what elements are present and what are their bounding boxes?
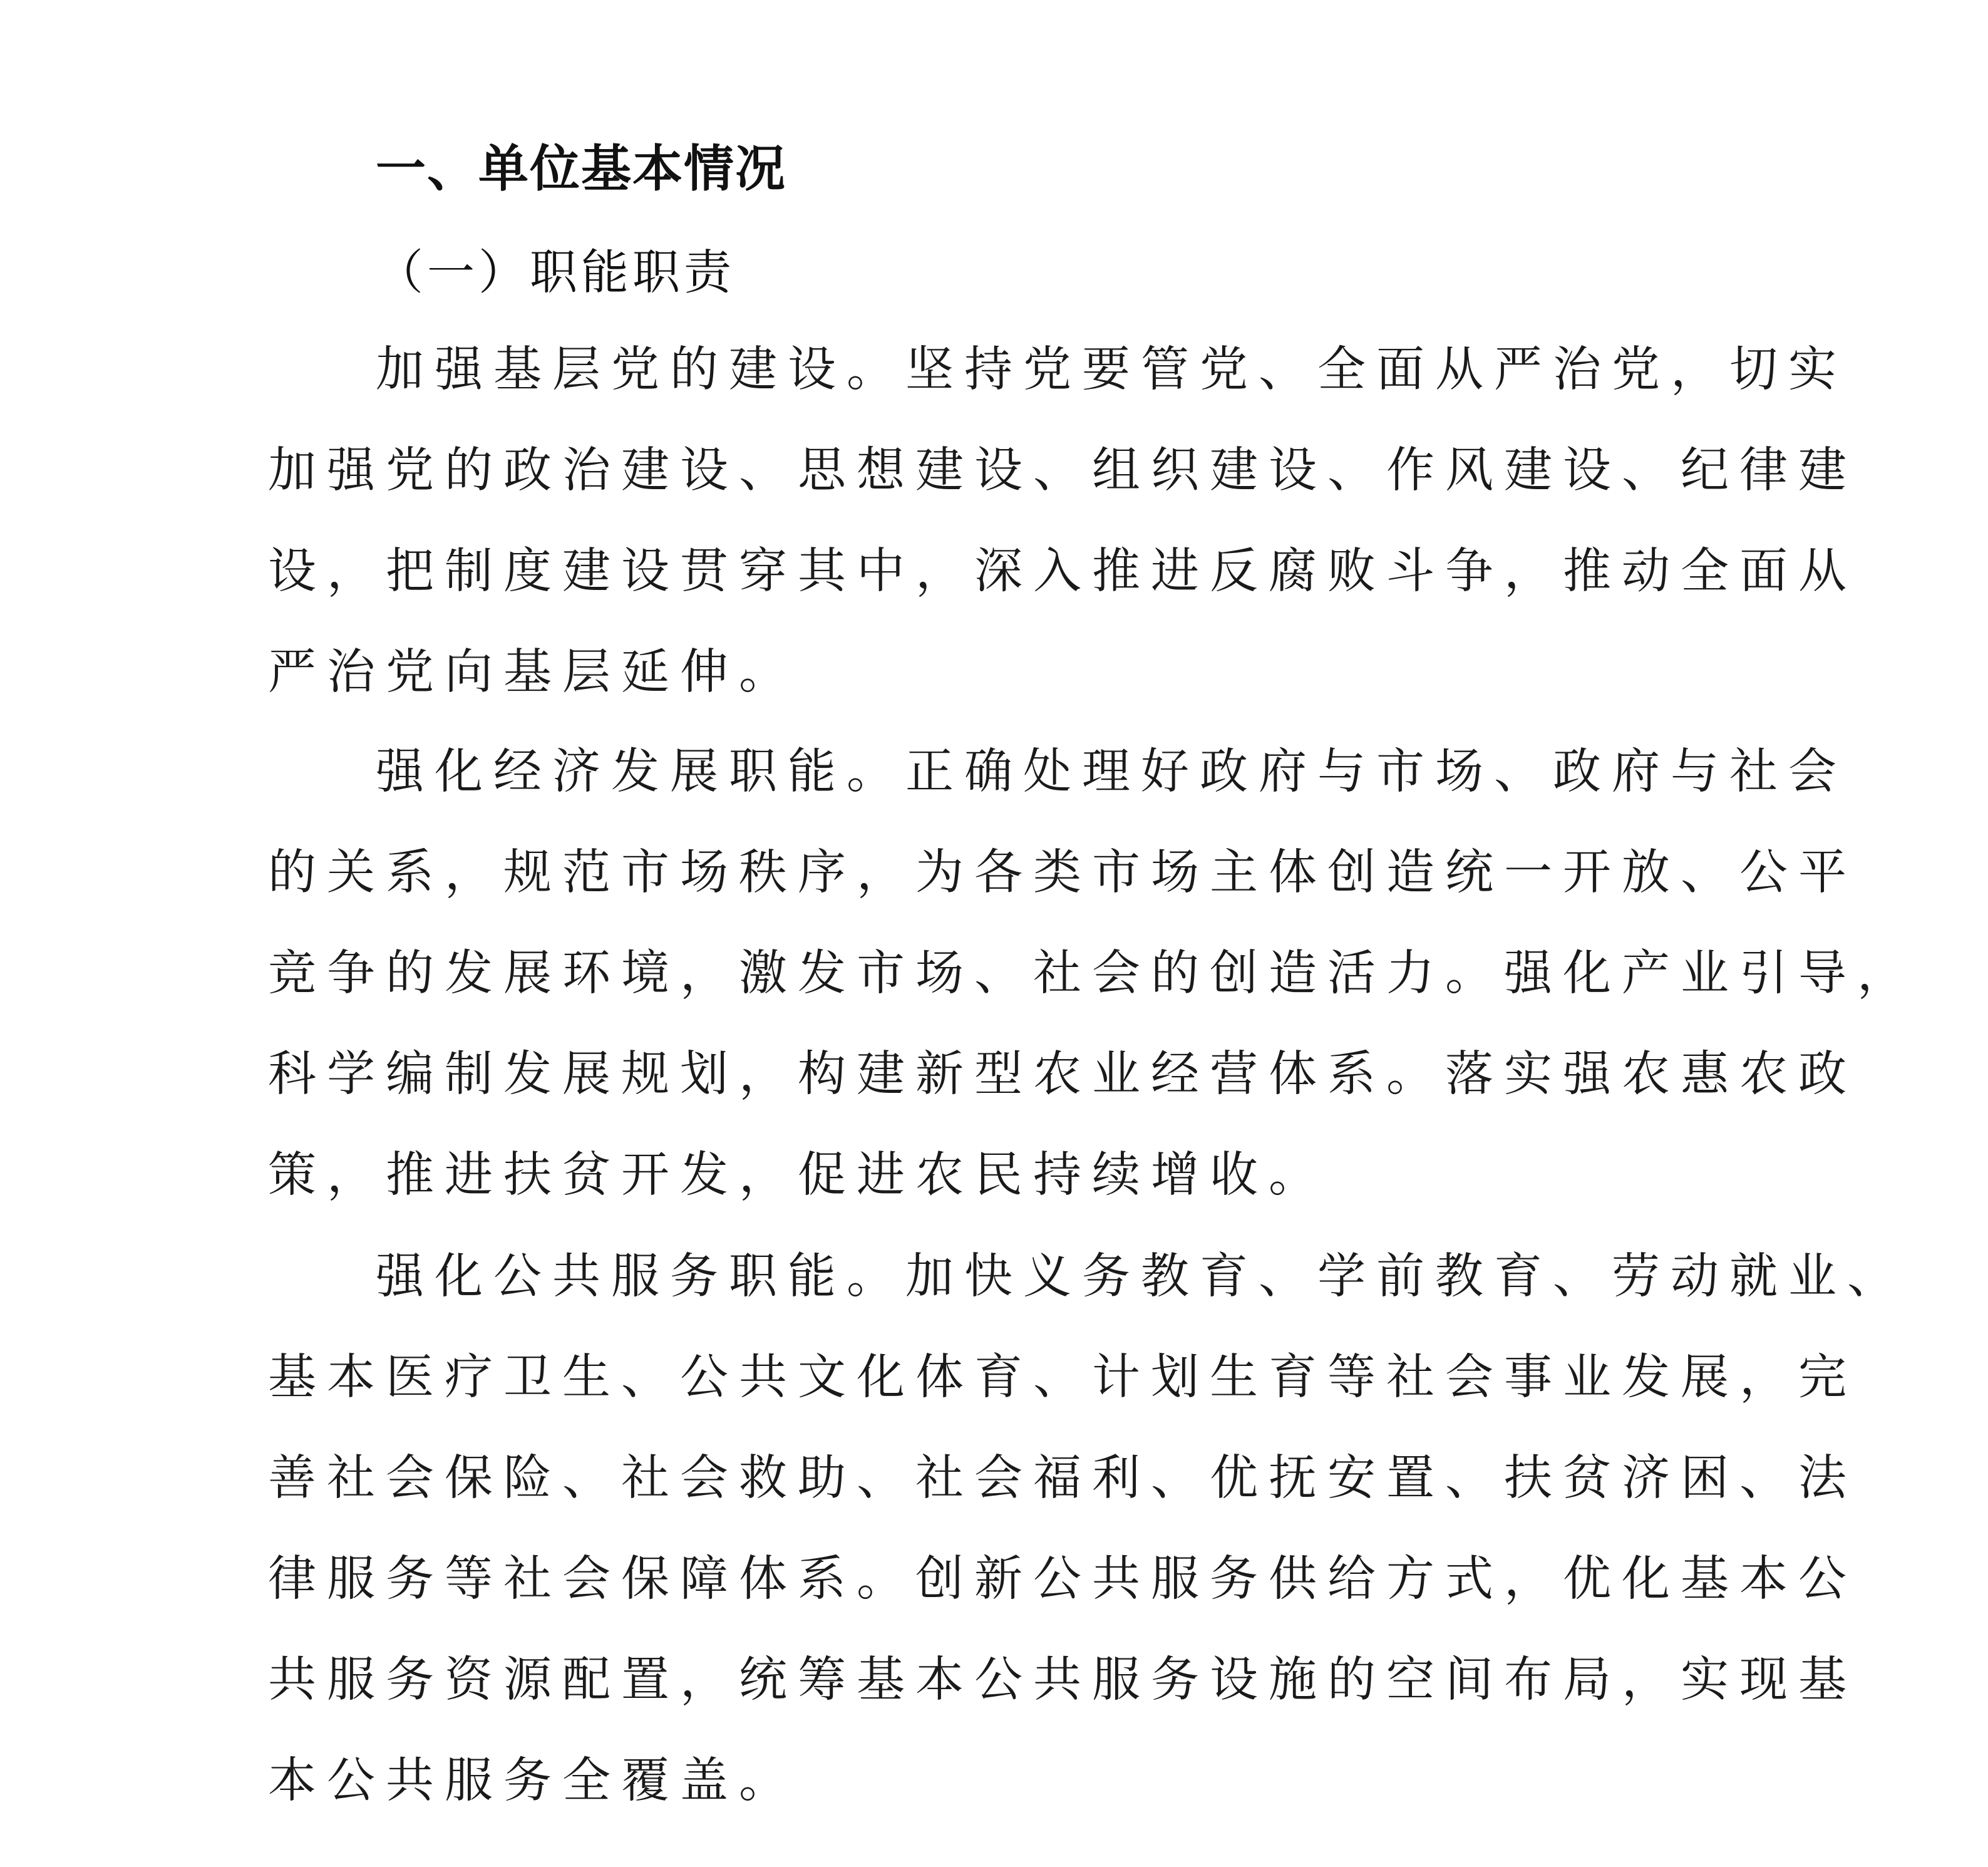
- paragraph-line: 强化公共服务职能。加快义务教育、学前教育、劳动就业、: [376, 1249, 1906, 1305]
- subsection-heading: （一）职能职责: [376, 244, 735, 300]
- paragraph-line: 加强党的政治建设、思想建设、组织建设、作风建设、纪律建: [268, 443, 1857, 499]
- paragraph-line: 共服务资源配置，统筹基本公共服务设施的空间布局，实现基: [268, 1652, 1857, 1708]
- paragraph-line: 加强基层党的建设。坚持党要管党、全面从严治党，切实: [376, 342, 1847, 398]
- paragraph-line: 竞争的发展环境，激发市场、社会的创造活力。强化产业引导，: [268, 946, 1916, 1001]
- paragraph-line: 律服务等社会保障体系。创新公共服务供给方式，优化基本公: [268, 1551, 1857, 1607]
- paragraph-line: 的关系，规范市场秩序，为各类市场主体创造统一开放、公平: [268, 845, 1857, 901]
- paragraph-line: 强化经济发展职能。正确处理好政府与市场、政府与社会: [376, 744, 1847, 800]
- paragraph-line: 本公共服务全覆盖。: [268, 1753, 798, 1809]
- paragraph-economic-development: [268, 721, 1916, 1226]
- paragraph-line: 基本医疗卫生、公共文化体育、计划生育等社会事业发展，完: [268, 1350, 1857, 1405]
- paragraph-line: 严治党向基层延伸。: [268, 644, 798, 700]
- paragraph-line: 善社会保险、社会救助、社会福利、优抚安置、扶贫济困、法: [268, 1451, 1857, 1506]
- paragraph-line: 科学编制发展规划，构建新型农业经营体系。落实强农惠农政: [268, 1047, 1857, 1102]
- paragraph-line: 策，推进扶贫开发，促进农民持续增收。: [268, 1147, 1327, 1203]
- paragraph-line: 设，把制度建设贯穿其中，深入推进反腐败斗争，推动全面从: [268, 544, 1857, 599]
- paragraph-public-services: [268, 1226, 1906, 1831]
- paragraph-party-building: [268, 319, 1857, 723]
- section-heading: 一、单位基本情况: [376, 140, 786, 198]
